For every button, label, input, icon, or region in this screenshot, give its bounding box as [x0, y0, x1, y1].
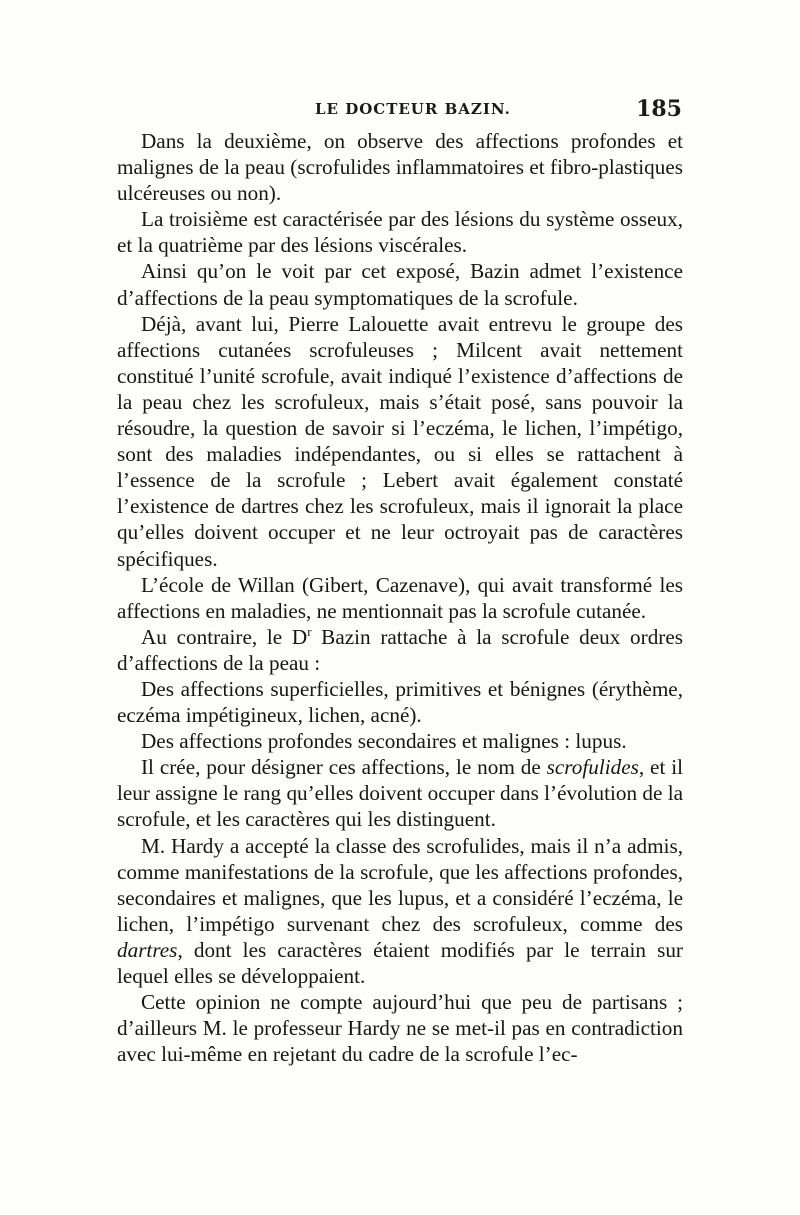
italic-term: scrofulides [546, 755, 639, 780]
paragraph: Déjà, avant lui, Pierre Lalouette avait entrevu le groupe des affections cutanées scrofuleuses ; Milcent avait nettement constitué l’unité scrofule, avait indiqué l’existence d’affections de la peau chez les scrofuleux, mais s’était posé, sans pouvoir la résoudre, la question de savoir si l’eczéma, le lichen, l’impétigo, sont des maladies indépendantes, ou si elles se rattachent à l’essence de la scrofule ; Lebert avait également constaté l’existence de dartres chez les scrofuleux, mais il ignorait la place qu’elles doivent occuper et ne leur octroyait pas de caractères spécifiques. [117, 311, 683, 571]
paragraph: Des affections superficielles, primitives et bénignes (érythème, eczéma impétigineux, lichen, acné). [117, 676, 683, 728]
italic-term: dartres [117, 937, 178, 962]
running-title: LE DOCTEUR BAZIN. [315, 100, 511, 118]
page-header [117, 96, 682, 128]
paragraph: Cette opinion ne compte aujourd’hui que peu de partisans ; d’ailleurs M. le professeur Hardy ne se met-il pas en contradiction avec lui-même en rejetant du cadre de la scrofule l’ec- [117, 990, 683, 1067]
paragraph: La troisième est caractérisée par des lésions du système osseux, et la quatrième par des lésions viscérales. [117, 207, 683, 258]
paragraph: M. Hardy a accepté la classe des scrofulides, mais il n’a admis, comme manifestations de la scrofule, que les affections profondes, secondaires et malignes, que les lupus, et a considéré l’eczéma, le lichen, l’impétigo survenant chez des scrofuleux, comme des dartres, dont les caractères étaient modifiés par le terrain sur lequel elles se développaient. [117, 833, 683, 988]
paragraph: L’école de Willan (Gibert, Cazenave), qui avait transformé les affections en maladies, ne mentionnait pas la scrofule cutanée. [117, 572, 683, 623]
paragraph: Il crée, pour désigner ces affections, le nom de scrofulides, et il leur assigne le rang qu’elles doivent occuper dans l’évolution de la scrofule, et les caractères qui les distinguent. [117, 755, 683, 832]
paragraph: Ainsi qu’on le voit par cet exposé, Bazin admet l’existence d’affections de la peau symptomatiques de la scrofule. [117, 259, 683, 310]
page-number: 185 [636, 96, 682, 122]
paragraph: Dans la deuxième, on observe des affections profondes et malignes de la peau (scrofulides inflammatoires et fibro-plastiques ulcéreuses ou non). [117, 129, 683, 206]
paragraph: Au contraire, le $D^r$ Bazin rattache à la scrofule deux ordres d’affections de la peau : [117, 624, 683, 675]
body-text [117, 128, 683, 1067]
paragraph: Des affections profondes secondaires et malignes : lupus. [141, 729, 627, 754]
